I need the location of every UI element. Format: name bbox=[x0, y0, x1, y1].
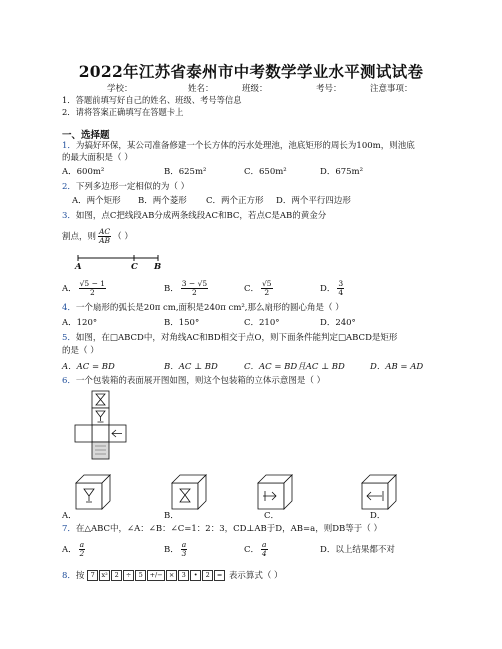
q7-option-b-label: B． bbox=[164, 545, 179, 555]
q3-option-d-label: D． bbox=[320, 284, 336, 294]
q7-option-a bbox=[62, 541, 87, 558]
q3-line2 bbox=[62, 228, 133, 245]
q7-option-a-den: 2 bbox=[79, 549, 85, 558]
q6-text: 一个包装箱的表面展开图如图，则这个包装箱的立体示意图是（ ） bbox=[75, 376, 326, 386]
q3-option-c-fraction bbox=[261, 280, 273, 297]
q3-option-b bbox=[164, 280, 210, 297]
q3-option-c-den: 2 bbox=[264, 288, 270, 297]
q7-option-d: D．以上结果都不对 bbox=[320, 545, 395, 555]
q7-option-c bbox=[244, 541, 270, 558]
cube-option-d bbox=[362, 475, 396, 509]
q3-number: 3． bbox=[62, 211, 76, 221]
q3-option-c bbox=[244, 280, 275, 297]
q1-line1: 为搞好环保，某公司准备修建一个长方体的污水处理池，池底矩形的周长为100m，则池底 bbox=[75, 141, 415, 151]
q7-text: 在△ABC中，∠A：∠B：∠C=1：2：3，CD⊥AB于D，AB=a，则DB等于（ ） bbox=[75, 524, 382, 534]
net-face-left bbox=[75, 425, 92, 442]
q3-option-d-fraction bbox=[337, 280, 344, 297]
q6-option-b: B． bbox=[164, 511, 179, 521]
point-c-label: C bbox=[131, 262, 138, 272]
class-field-label: 班级： bbox=[242, 84, 268, 94]
q7-stem bbox=[62, 524, 382, 535]
q6-number: 6． bbox=[62, 376, 76, 386]
q2-option-a: A．两个矩形 bbox=[72, 196, 121, 206]
q3-option-b-fraction bbox=[181, 280, 208, 297]
q2-number: 2． bbox=[62, 182, 76, 192]
q3-line2-post: （ ） bbox=[113, 232, 133, 242]
calc-key-negate: +/− bbox=[147, 570, 165, 581]
q2-option-c: C．两个正方形 bbox=[206, 196, 264, 206]
calc-key-3: 3 bbox=[178, 570, 189, 581]
q3-ratio-fraction bbox=[98, 228, 111, 245]
q5-option-d: D．AB = AD bbox=[370, 362, 424, 372]
q6-stem bbox=[62, 376, 325, 387]
cube-option-a bbox=[76, 475, 110, 509]
q7-option-a-label: A． bbox=[62, 545, 77, 555]
q2-option-d: D．两个平行四边形 bbox=[276, 196, 351, 206]
calc-key-5: 5 bbox=[135, 570, 146, 581]
q4-option-a: A．120° bbox=[62, 318, 98, 328]
q4-option-b: B．150° bbox=[164, 318, 200, 328]
cube-option-b bbox=[172, 475, 206, 509]
q2-text: 下列多边形一定相似的为（ ） bbox=[75, 182, 190, 192]
exam-no-field-label: 考号： bbox=[316, 84, 342, 94]
q7-option-c-fraction bbox=[261, 541, 267, 558]
q7-option-b-den: 3 bbox=[181, 549, 187, 558]
q3-option-b-label: B． bbox=[164, 284, 179, 294]
q3-option-a-num: √5 − 1 bbox=[79, 279, 106, 288]
segment-ab-figure bbox=[74, 252, 184, 272]
calc-key-2b: 2 bbox=[202, 570, 213, 581]
q4-stem bbox=[62, 303, 344, 314]
q7-number: 7． bbox=[62, 524, 76, 534]
notes-heading: 注意事项： bbox=[370, 84, 413, 94]
q3-option-a-fraction bbox=[79, 280, 106, 297]
q3-option-d bbox=[320, 280, 346, 297]
q6-option-c: C． bbox=[264, 511, 280, 521]
q7-option-b bbox=[164, 541, 189, 558]
q7-option-a-fraction bbox=[79, 541, 85, 558]
q8-stem bbox=[62, 570, 283, 582]
calc-key-dot: • bbox=[190, 570, 201, 581]
q3-option-d-den: 4 bbox=[338, 288, 344, 297]
net-face-blank bbox=[92, 425, 109, 442]
school-field-label: 学校： bbox=[107, 84, 133, 94]
cube-option-c bbox=[258, 475, 292, 509]
net-face-shaded bbox=[92, 442, 109, 459]
q1-option-d: D．675m² bbox=[320, 167, 364, 177]
q5-line1: 如图，在□ABCD中，对角线AC和BD相交于点O，则下面条件能判定□ABCD是矩形 bbox=[75, 333, 398, 343]
q3-ratio-den: AB bbox=[99, 236, 111, 245]
calc-key-square: x² bbox=[99, 570, 110, 581]
q7-option-b-num: a bbox=[181, 540, 187, 549]
q4-option-c: C．210° bbox=[244, 318, 280, 328]
q1-stem bbox=[62, 141, 415, 152]
q3-option-b-den: 2 bbox=[192, 288, 197, 297]
q3-option-c-num: √5 bbox=[262, 279, 272, 288]
q8-post: 表示算式（ ） bbox=[228, 571, 283, 581]
q3-option-c-label: C． bbox=[244, 284, 260, 294]
q5-number: 5． bbox=[62, 333, 76, 343]
q4-number: 4． bbox=[62, 303, 76, 313]
q3-option-a-den: 2 bbox=[89, 288, 95, 297]
q1-number: 1． bbox=[62, 141, 76, 151]
q7-option-c-label: C． bbox=[244, 545, 260, 555]
q5-stem bbox=[62, 333, 397, 344]
calc-key-2: 2 bbox=[111, 570, 122, 581]
calc-key-multiply: × bbox=[166, 570, 177, 581]
section-heading: 一、选择题 bbox=[62, 130, 110, 141]
q3-option-a-label: A． bbox=[62, 284, 77, 294]
q6-option-a: A． bbox=[62, 511, 77, 521]
q2-stem bbox=[62, 182, 189, 193]
q8-pre: 按 bbox=[75, 571, 85, 581]
q5-option-c: C．AC = BD且AC ⊥ BD bbox=[244, 362, 345, 372]
q3-option-b-num: 3 − √5 bbox=[181, 279, 208, 288]
q1-line2: 的最大面积是（ ） bbox=[62, 153, 133, 163]
q2-option-b: B．两个菱形 bbox=[138, 196, 187, 206]
calc-key-equals: = bbox=[214, 570, 225, 581]
q1-option-c: C．650m² bbox=[244, 167, 287, 177]
q8-number: 8． bbox=[62, 571, 76, 581]
q3-ratio-num: AC bbox=[99, 227, 111, 236]
q3-option-a bbox=[62, 280, 108, 297]
name-field-label: 姓名： bbox=[188, 84, 214, 94]
calc-key-divide: ÷ bbox=[123, 570, 134, 581]
note-2: 2．请将答案正确填写在答题卡上 bbox=[62, 107, 184, 117]
page-title: 2022年江苏省泰州市中考数学学业水平测试试卷 bbox=[78, 62, 424, 81]
note-1: 1．答题前填写好自己的姓名、班级、考号等信息 bbox=[62, 95, 242, 105]
calc-key-7: 7 bbox=[87, 570, 98, 581]
q6-option-d: D． bbox=[370, 511, 386, 521]
q5-option-b: B．AC ⊥ BD bbox=[164, 362, 218, 372]
q3-line1: 如图，点C把线段AB分成两条线段AC和BC，若点C是AB的黄金分 bbox=[75, 211, 327, 221]
q1-option-b: B．625m² bbox=[164, 167, 207, 177]
point-a-label: A bbox=[75, 262, 82, 272]
q7-option-b-fraction bbox=[181, 541, 187, 558]
q1-option-a: A．600m² bbox=[62, 167, 105, 177]
q7-option-c-den: 4 bbox=[261, 549, 267, 558]
q3-option-d-num: 3 bbox=[338, 279, 344, 288]
point-b-label: B bbox=[154, 262, 162, 272]
q5-line2: 的是（ ） bbox=[62, 346, 99, 356]
q3-line2-pre: 割点，则 bbox=[62, 232, 97, 242]
q7-option-a-num: a bbox=[79, 540, 85, 549]
q7-option-c-num: a bbox=[262, 540, 267, 549]
q4-option-d: D．240° bbox=[320, 318, 356, 328]
box-net-figure bbox=[86, 391, 156, 471]
q4-text: 一个扇形的弧长是20π cm,面积是240π cm²,那么扇形的圆心角是（ ） bbox=[75, 303, 344, 313]
q3-stem bbox=[62, 211, 326, 222]
q5-option-a: A．AC = BD bbox=[62, 362, 115, 372]
